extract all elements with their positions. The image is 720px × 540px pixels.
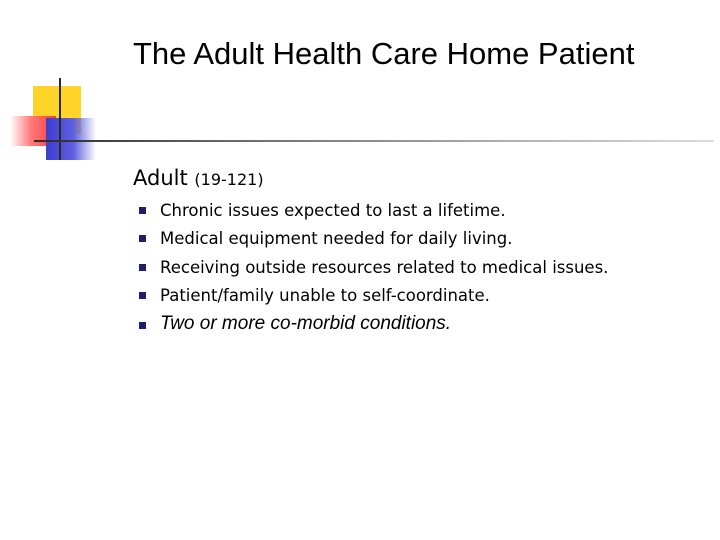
section-heading [133, 164, 264, 194]
logo-vertical-line [59, 78, 61, 160]
square-bullet-icon [139, 292, 146, 299]
square-bullet-icon [139, 264, 146, 271]
heading-age-range: (19-121) [194, 170, 264, 189]
bullet-text: Medical equipment needed for daily living. [160, 229, 513, 248]
heading-label: Adult [133, 166, 188, 190]
square-bullet-icon [139, 235, 146, 242]
bullet-text: Receiving outside resources related to medical issues. [160, 258, 609, 277]
square-bullet-icon [139, 207, 146, 214]
logo-blue-square [46, 118, 96, 160]
bullet-text: Patient/family unable to self-coordinate. [160, 286, 490, 305]
title-divider-line [34, 140, 714, 142]
slide-title: The Adult Health Care Home Patient [133, 36, 635, 71]
square-bullet-icon [139, 322, 146, 329]
bullet-text: Two or more co-morbid conditions. [160, 313, 452, 334]
bullet-text: Chronic issues expected to last a lifetime. [160, 201, 506, 220]
